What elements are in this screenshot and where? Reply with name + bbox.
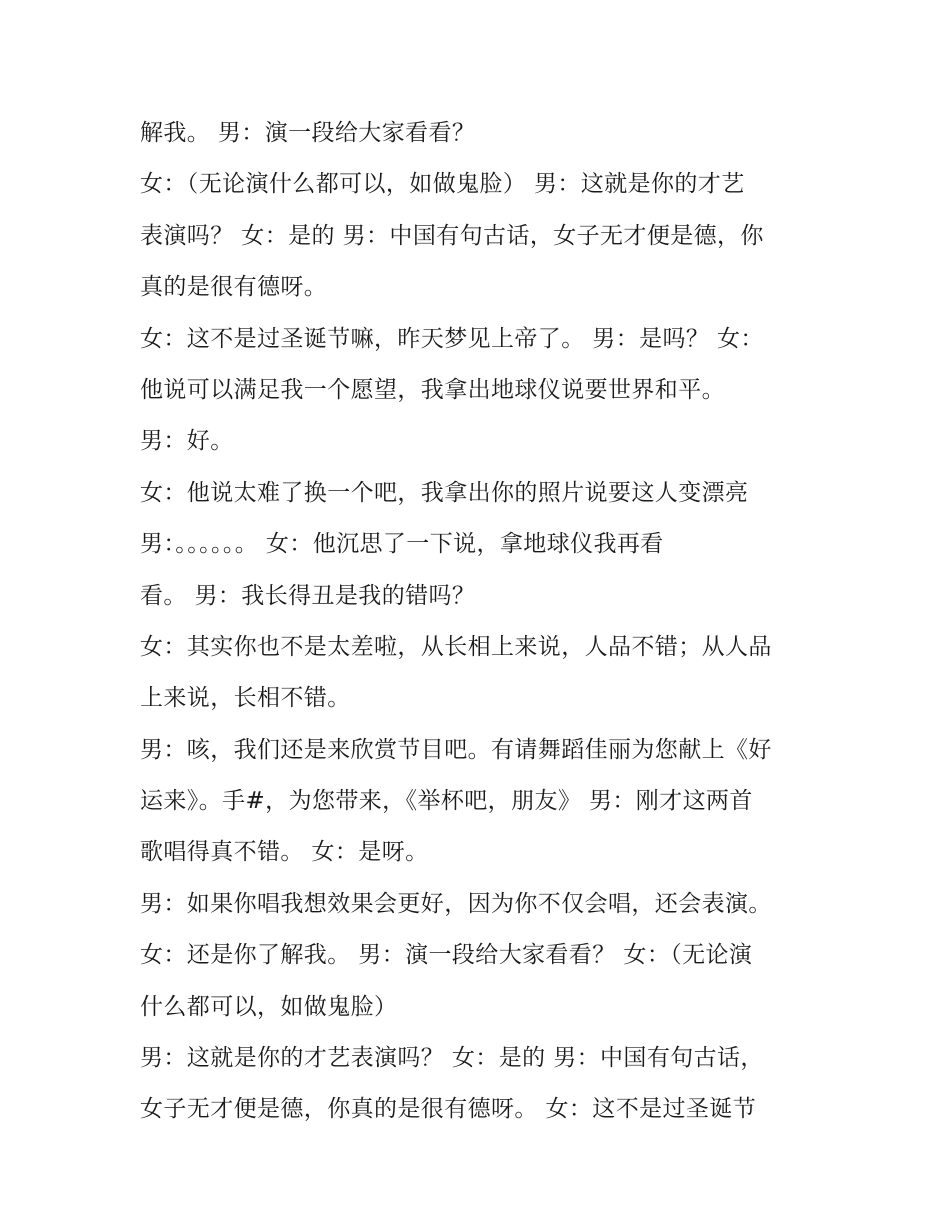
text-line: 表演吗？ 女：是的 男：中国有句古话，女子无才便是德，你 <box>140 222 764 249</box>
text-line: 运来》。手#，为您带来，《举杯吧，朋友》 男：刚才这两首 <box>140 788 753 815</box>
text-line: 女：这不是过圣诞节嘛，昨天梦见上帝了。 男：是吗？ 女： <box>140 325 764 352</box>
text-line: 男：咳，我们还是来欣赏节目吧。有请舞蹈佳丽为您献上《好 <box>140 736 772 763</box>
text-line: 他说可以满足我一个愿望，我拿出地球仪说要世界和平。 <box>140 376 725 403</box>
text-line: 什么都可以，如做鬼脸） <box>140 993 398 1020</box>
text-line: 歌唱得真不错。 女：是呀。 <box>140 839 429 866</box>
text-line: 真的是很有德呀。 <box>140 274 328 301</box>
document-body <box>140 108 820 1136</box>
text-line: 女子无才便是德，你真的是很有德呀。 女：这不是过圣诞节 <box>140 1096 757 1123</box>
text-line: 女：他说太难了换一个吧，我拿出你的照片说要这人变漂亮 <box>140 479 749 506</box>
text-line: 看。 男：我长得丑是我的错吗？ <box>140 582 476 609</box>
text-line: 女：还是你了解我。 男：演一段给大家看看？ 女：（无论演 <box>140 942 753 969</box>
text-line: 男：。。。。。。 女：他沉思了一下说，拿地球仪我再看 <box>140 531 664 558</box>
text-line: 女：（无论演什么都可以，如做鬼脸） 男：这就是你的才艺 <box>140 171 745 198</box>
text-line: 男：如果你唱我想效果会更好，因为你不仅会唱，还会表演。 <box>140 890 772 917</box>
text-line: 上来说，长相不错。 <box>140 685 351 712</box>
text-line: 男：这就是你的才艺表演吗？ 女：是的 男：中国有句古话， <box>140 1045 764 1072</box>
text-line: 解我。 男：演一段给大家看看？ <box>140 120 476 146</box>
text-line: 女：其实你也不是太差啦，从长相上来说，人品不错；从人品 <box>140 633 772 660</box>
text-line: 男：好。 <box>140 428 234 455</box>
